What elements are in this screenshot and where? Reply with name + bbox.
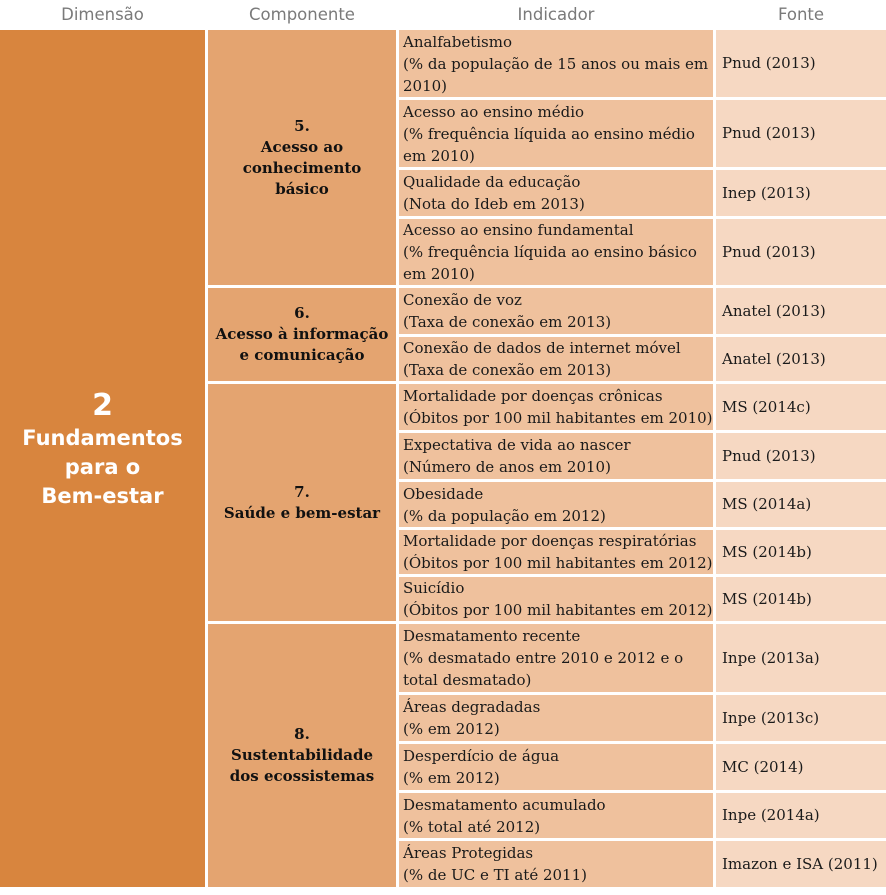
component-name: Acesso ao conhecimento básico xyxy=(242,137,362,198)
source-cell: Inep (2013) xyxy=(716,170,886,216)
source-cell: MS (2014c) xyxy=(716,384,886,430)
indicator-cell xyxy=(399,530,713,574)
indicator-detail: (Óbitos por 100 mil habitantes em 2012) xyxy=(403,554,713,572)
indicator-cell xyxy=(399,841,713,887)
source-cell: MS (2014b) xyxy=(716,577,886,621)
indicator-name: Acesso ao ensino fundamental xyxy=(403,221,634,239)
indicator-detail: (% em 2012) xyxy=(403,769,500,787)
indicator-cell xyxy=(399,219,713,285)
component-name: Sustentabilidade dos ecossistemas xyxy=(229,746,375,785)
indicator-cell xyxy=(399,288,713,334)
dimension-label xyxy=(0,388,205,511)
indicator-name: Mortalidade por doenças respiratórias xyxy=(403,532,697,550)
indicator-cell xyxy=(399,30,713,97)
source-cell: Inpe (2014a) xyxy=(716,793,886,838)
indicator-detail: (% da população de 15 anos ou mais em 2010) xyxy=(403,54,709,95)
component-name: Acesso à informação e comunicação xyxy=(215,325,389,364)
indicator-name: Desmatamento recente xyxy=(403,627,581,645)
indicator-name: Áreas Protegidas xyxy=(403,844,534,862)
component-number: 7. xyxy=(294,482,310,501)
indicator-cell xyxy=(399,433,713,479)
indicator-detail: (% em 2012) xyxy=(403,720,500,738)
indicator-detail: (Taxa de conexão em 2013) xyxy=(403,313,612,331)
source-cell: Pnud (2013) xyxy=(716,219,886,285)
indicator-detail: (Número de anos em 2010) xyxy=(403,458,611,476)
indicator-detail: (Nota do Ideb em 2013) xyxy=(403,195,585,213)
source-cell: MC (2014) xyxy=(716,744,886,790)
indicator-name: Áreas degradadas xyxy=(403,698,541,716)
indicator-name: Analfabetismo xyxy=(403,32,512,51)
component-cell xyxy=(208,288,396,381)
indicator-name: Conexão de dados de internet móvel xyxy=(403,339,681,357)
component-number: 5. xyxy=(294,116,310,135)
source-cell: Pnud (2013) xyxy=(716,30,886,97)
indicator-name: Expectativa de vida ao nascer xyxy=(403,436,631,454)
header-dimensao: Dimensão xyxy=(61,5,144,24)
indicator-name: Desmatamento acumulado xyxy=(403,795,606,814)
indicator-name: Qualidade da educação xyxy=(403,173,581,191)
indicator-cell xyxy=(399,624,713,692)
indicator-detail: (Óbitos por 100 mil habitantes em 2012) xyxy=(403,601,713,619)
component-cell xyxy=(208,384,396,621)
indicator-detail: (% total até 2012) xyxy=(403,817,541,836)
header-fonte: Fonte xyxy=(777,5,825,24)
indicator-cell xyxy=(399,793,713,838)
component-cell xyxy=(208,30,396,285)
indicator-detail: (% da população em 2012) xyxy=(403,506,606,525)
component-cell xyxy=(208,624,396,887)
component-number: 6. xyxy=(294,304,310,322)
indicator-name: Acesso ao ensino médio xyxy=(403,102,585,121)
source-cell: Anatel (2013) xyxy=(716,337,886,381)
source-cell: MS (2014b) xyxy=(716,530,886,574)
header-componente: Componente xyxy=(249,5,355,24)
indicator-detail: (% frequência líquida ao ensino básico em 2010) xyxy=(403,243,697,283)
dimension-line-1: Fundamentos xyxy=(22,426,183,450)
source-cell: Anatel (2013) xyxy=(716,288,886,334)
indicator-detail: (Óbitos por 100 mil habitantes em 2010) xyxy=(403,409,713,427)
header-indicador: Indicador xyxy=(517,5,595,24)
indicator-cell xyxy=(399,744,713,790)
indicator-cell xyxy=(399,482,713,527)
source-cell: Inpe (2013c) xyxy=(716,695,886,741)
dimension-line-2: para o xyxy=(64,455,141,479)
source-cell: Pnud (2013) xyxy=(716,100,886,167)
indicator-name: Desperdício de água xyxy=(403,747,560,765)
source-cell: Inpe (2013a) xyxy=(716,624,886,692)
component-name: Saúde e bem-estar xyxy=(223,503,381,522)
indicator-detail: (Taxa de conexão em 2013) xyxy=(403,361,612,379)
indicator-name: Suicídio xyxy=(403,579,465,597)
source-cell: Pnud (2013) xyxy=(716,433,886,479)
dimension-number: 2 xyxy=(92,388,113,423)
indicator-detail: (% frequência líquida ao ensino médio em 2010) xyxy=(403,124,695,165)
indicator-cell xyxy=(399,695,713,741)
indicator-detail: (% desmatado entre 2010 e 2012 e o total desmatado) xyxy=(403,649,684,689)
indicator-cell xyxy=(399,100,713,167)
indicator-name: Mortalidade por doenças crônicas xyxy=(403,387,663,405)
indicator-name: Obesidade xyxy=(403,484,484,503)
indicator-cell xyxy=(399,170,713,216)
indicator-cell xyxy=(399,337,713,381)
indicator-cell xyxy=(399,384,713,430)
source-cell: Imazon e ISA (2011) xyxy=(716,841,886,887)
indicator-detail: (% de UC e TI até 2011) xyxy=(403,866,587,884)
dimension-line-3: Bem-estar xyxy=(41,484,164,508)
indicator-cell xyxy=(399,577,713,621)
indicator-name: Conexão de voz xyxy=(403,291,522,309)
component-number: 8. xyxy=(294,725,310,743)
source-cell: MS (2014a) xyxy=(716,482,886,527)
